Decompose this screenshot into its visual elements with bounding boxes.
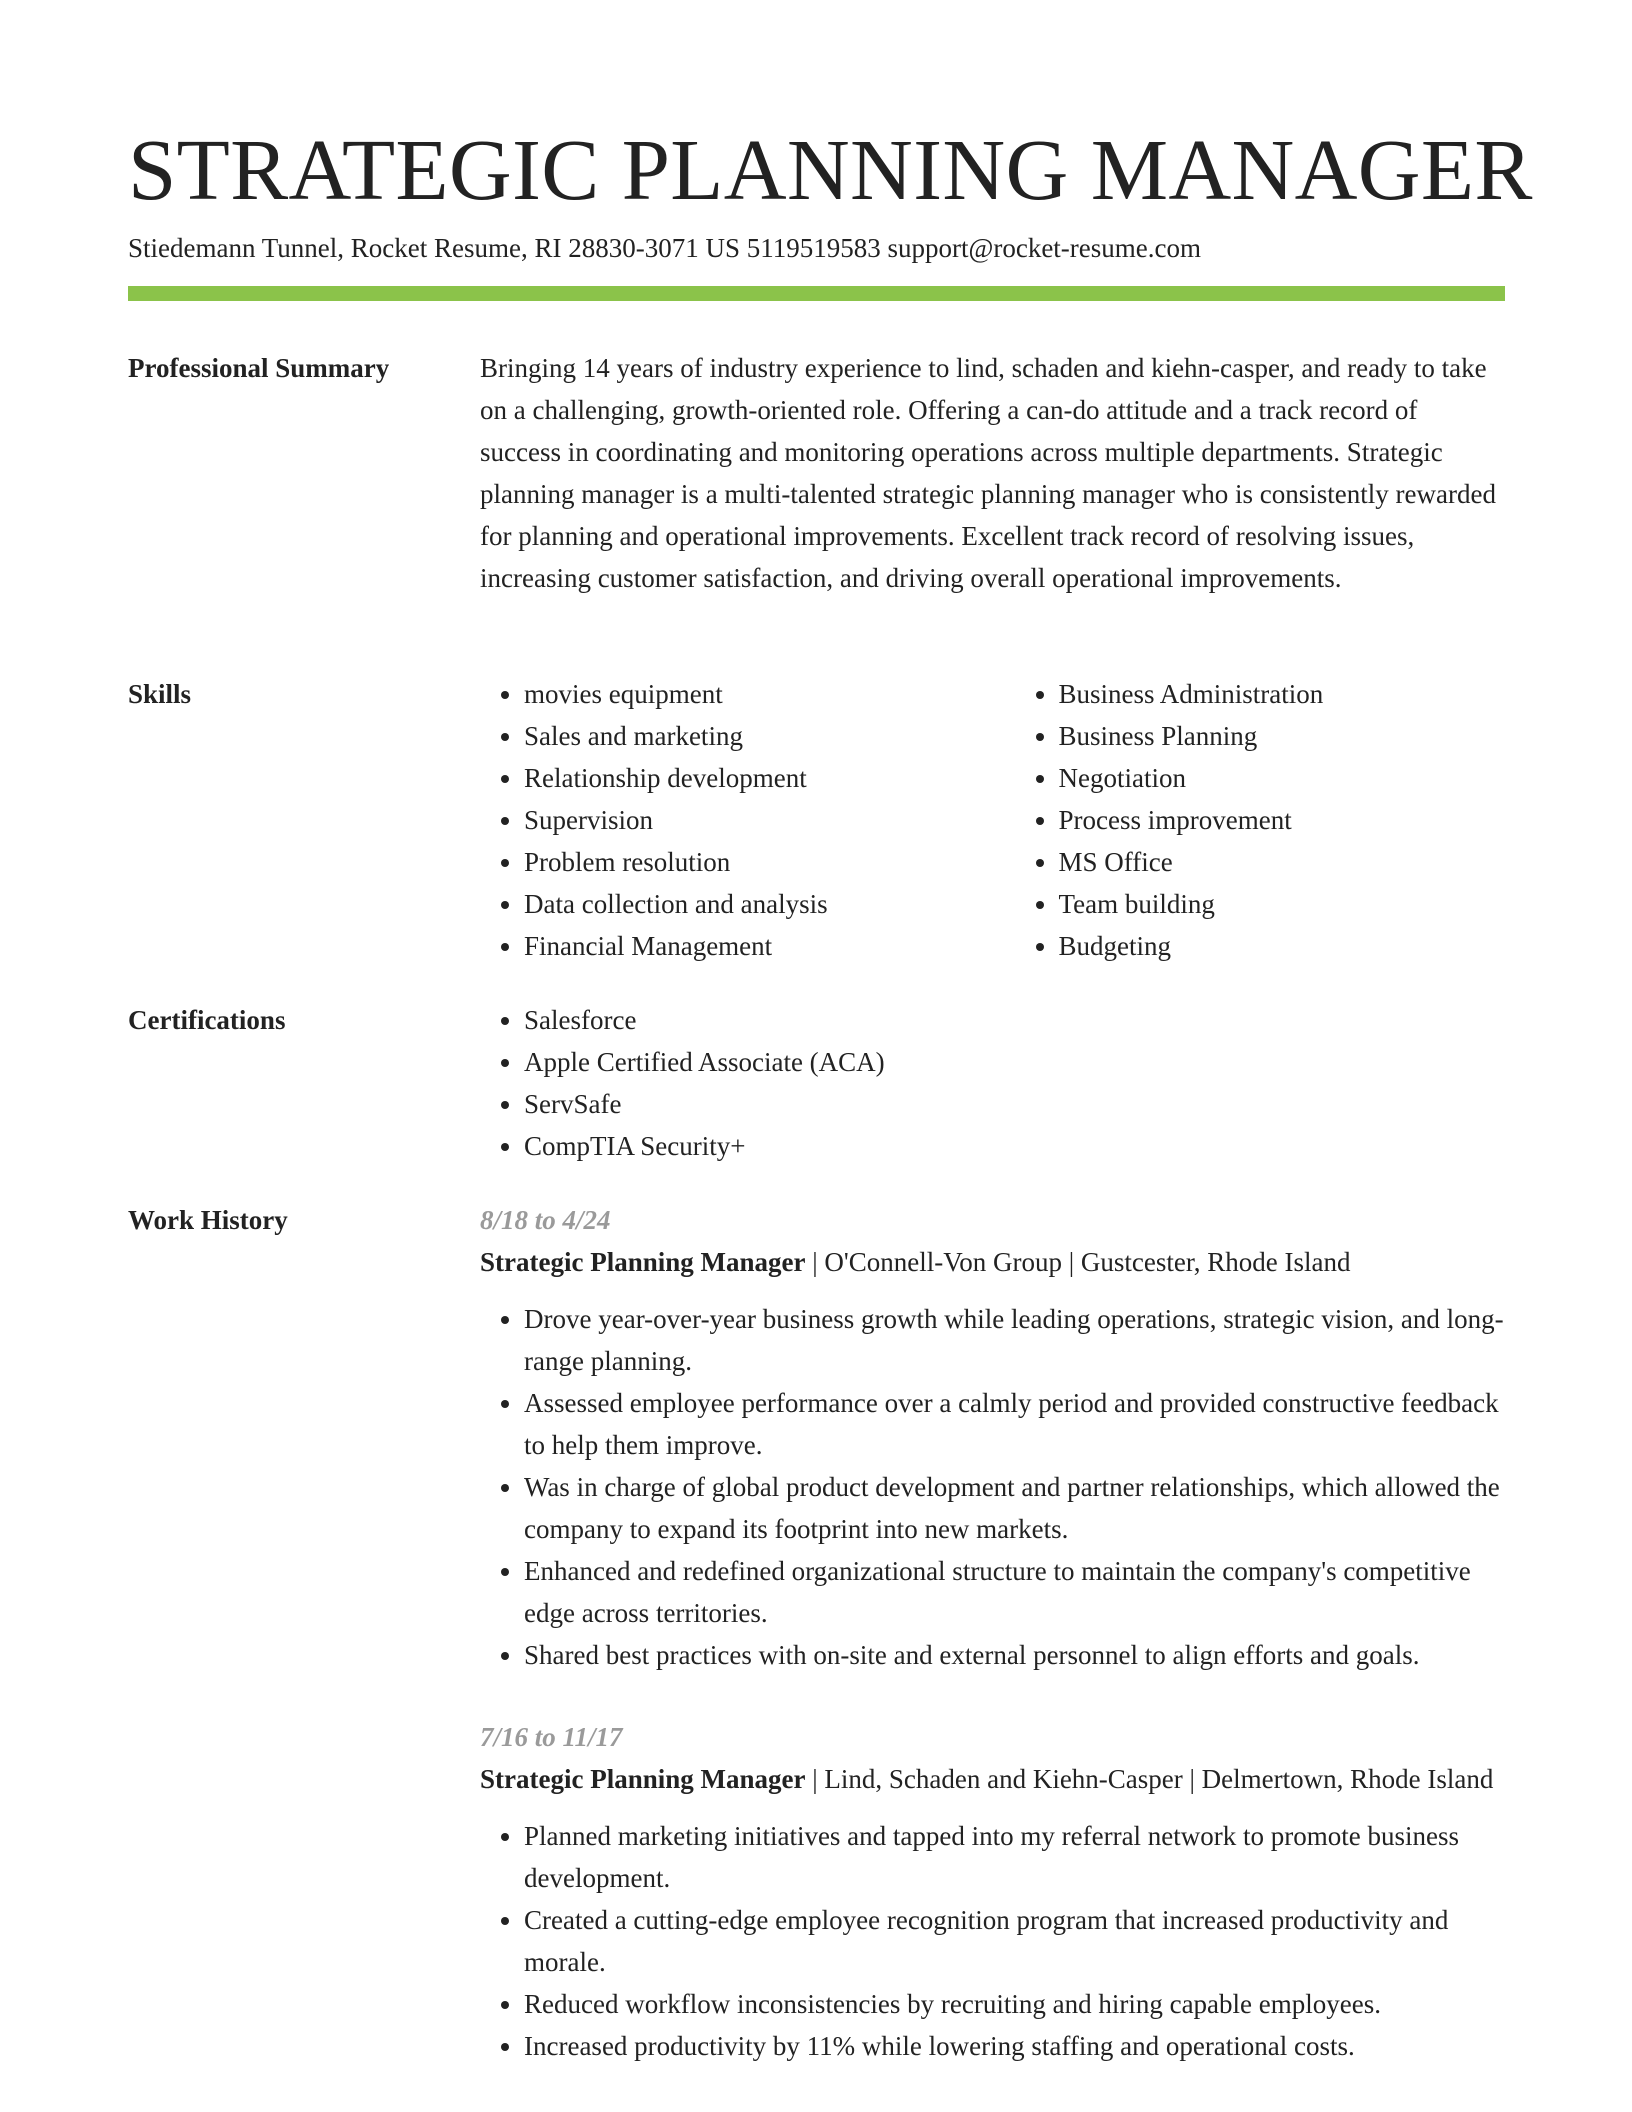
job-bullets bbox=[480, 1298, 1505, 1676]
job-heading bbox=[480, 1758, 1505, 1800]
job-heading bbox=[480, 1241, 1505, 1283]
skill-item: • Relationship development bbox=[524, 757, 971, 799]
job-title: Strategic Planning Manager bbox=[480, 1247, 806, 1277]
skill-item: • movies equipment bbox=[524, 673, 971, 715]
job-company-location: | O'Connell-Von Group | Gustcester, Rhode Island bbox=[805, 1247, 1351, 1277]
job-bullet: • Assessed employee performance over a calmly period and provided constructive feedback to help them improve. bbox=[524, 1382, 1505, 1466]
certifications-body bbox=[480, 999, 1505, 1167]
skill-item: • Business Administration bbox=[1059, 673, 1506, 715]
summary-text: Bringing 14 years of industry experience to lind, schaden and kiehn-casper, and ready to take on a challenging, growth-oriented role. Offering a can-do attitude and a track record of success in coordinating and monitoring operations across multiple departments. Strategic planning manager is a multi-talented strategic planning manager who is consistently rewarded for planning and operational improvements. Excellent track record of resolving issues, increasing customer satisfaction, and driving overall operational improvements. bbox=[480, 353, 1496, 593]
skill-item: • Financial Management bbox=[524, 925, 971, 967]
skill-item: • Negotiation bbox=[1059, 757, 1506, 799]
job-bullet: • Increased productivity by 11% while lowering staffing and operational costs. bbox=[524, 2025, 1505, 2067]
job-company-location: | Lind, Schaden and Kiehn-Casper | Delmertown, Rhode Island bbox=[805, 1764, 1494, 1794]
skill-item: • Budgeting bbox=[1059, 925, 1506, 967]
skills-list-left bbox=[480, 673, 971, 967]
certifications-list bbox=[480, 999, 1505, 1167]
job-dates: 8/18 to 4/24 bbox=[480, 1205, 611, 1235]
certification-item: • Apple Certified Associate (ACA) bbox=[524, 1041, 1505, 1083]
job-bullet: • Drove year-over-year business growth while leading operations, strategic vision, and long-range planning. bbox=[524, 1298, 1505, 1382]
skill-item: • Data collection and analysis bbox=[524, 883, 971, 925]
certification-item: • CompTIA Security+ bbox=[524, 1125, 1505, 1167]
work-history-label: Work History bbox=[128, 1205, 288, 1235]
job-dates: 7/16 to 11/17 bbox=[480, 1722, 623, 1752]
job-title: Strategic Planning Manager bbox=[480, 1764, 806, 1794]
skill-item: • Business Planning bbox=[1059, 715, 1506, 757]
work-history-body bbox=[480, 1199, 1505, 2067]
job-bullet: • Was in charge of global product development and partner relationships, which allowed the company to expand its footprint into new markets. bbox=[524, 1466, 1505, 1550]
skills-label: Skills bbox=[128, 679, 192, 709]
job-entry bbox=[480, 1716, 1505, 2067]
certification-item: • Salesforce bbox=[524, 999, 1505, 1041]
certification-item: • ServSafe bbox=[524, 1083, 1505, 1125]
page-title: STRATEGIC PLANNING MANAGER bbox=[128, 121, 1533, 218]
skill-item: • Problem resolution bbox=[524, 841, 971, 883]
skill-item: • Sales and marketing bbox=[524, 715, 971, 757]
job-entry bbox=[480, 1199, 1505, 1676]
job-bullet: • Shared best practices with on-site and external personnel to align efforts and goals. bbox=[524, 1634, 1505, 1676]
skill-item: • Process improvement bbox=[1059, 799, 1506, 841]
skill-item: • MS Office bbox=[1059, 841, 1506, 883]
skill-item: • Team building bbox=[1059, 883, 1506, 925]
job-bullet: • Planned marketing initiatives and tapped into my referral network to promote business development. bbox=[524, 1815, 1505, 1899]
job-bullets bbox=[480, 1815, 1505, 2067]
summary-body bbox=[480, 347, 1505, 599]
skills-list-right bbox=[1015, 673, 1506, 967]
skill-item: • Supervision bbox=[524, 799, 971, 841]
job-bullet: • Created a cutting-edge employee recognition program that increased productivity and morale. bbox=[524, 1899, 1505, 1983]
skills-body bbox=[480, 673, 1505, 967]
job-bullet: • Enhanced and redefined organizational structure to maintain the company's competitive edge across territories. bbox=[524, 1550, 1505, 1634]
header-divider bbox=[128, 286, 1505, 301]
certifications-label: Certifications bbox=[128, 1005, 286, 1035]
summary-label: Professional Summary bbox=[128, 353, 390, 383]
contact-info: Stiedemann Tunnel, Rocket Resume, RI 28830-3071 US 5119519583 support@rocket-resume.com bbox=[128, 233, 1201, 263]
job-bullet: • Reduced workflow inconsistencies by recruiting and hiring capable employees. bbox=[524, 1983, 1505, 2025]
